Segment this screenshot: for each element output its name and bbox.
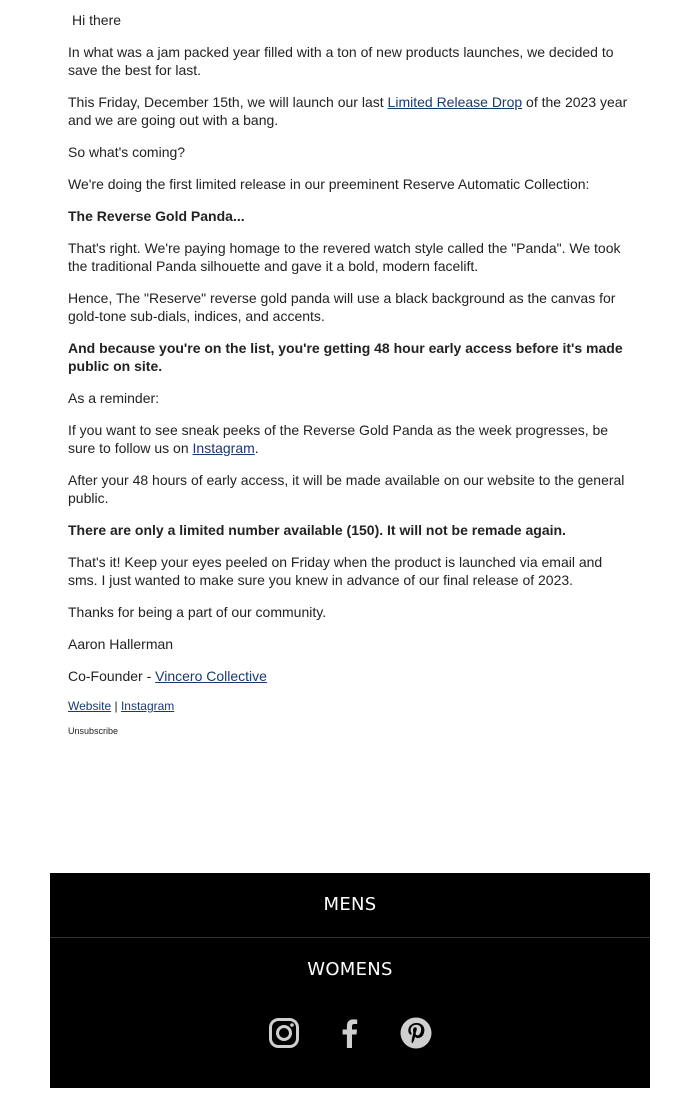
social-icons — [50, 1015, 650, 1051]
paragraph-sneak-peeks — [68, 421, 633, 457]
instagram-link[interactable]: Instagram — [192, 440, 255, 456]
instagram-footer-link[interactable]: Instagram — [120, 699, 175, 713]
paragraph-general-public: After your 48 hours of early access, it will be made available on our website to the general public. — [68, 472, 625, 506]
product-name-heading: The Reverse Gold Panda... — [68, 208, 245, 224]
paragraph-reminder: As a reminder: — [68, 390, 160, 406]
sneak-peeks-text-1: If you want to see sneak peeks of the Reverse Gold Panda as the week progresses, be sure to follow us on — [68, 422, 609, 456]
instagram-icon[interactable] — [268, 1017, 300, 1049]
pinterest-icon[interactable] — [400, 1017, 432, 1049]
facebook-icon[interactable] — [334, 1017, 366, 1049]
email-body — [68, 11, 633, 751]
paragraph-collection: We're doing the first limited release in our preeminent Reserve Automatic Collection: — [68, 176, 590, 192]
paragraph-thats-it: That's it! Keep your eyes peeled on Friday when the product is launched via email and sms. I just wanted to make sure you knew in advance of our final release of 2023. — [68, 554, 603, 588]
signature-title — [68, 667, 633, 685]
nav-mens[interactable]: MENS — [323, 894, 377, 915]
website-link[interactable]: Website — [68, 699, 112, 713]
sneak-peeks-text-2: . — [254, 440, 259, 456]
paragraph-whats-coming: So what's coming? — [68, 144, 186, 160]
unsubscribe-link[interactable]: Unsubscribe — [68, 726, 119, 736]
signature-name: Aaron Hallerman — [68, 636, 174, 652]
link-separator: | — [111, 699, 121, 713]
paragraph-launch-text-1: This Friday, December 15th, we will launch our last — [68, 94, 388, 110]
paragraph-thanks: Thanks for being a part of our community. — [68, 604, 327, 620]
vincero-collective-link[interactable]: Vincero Collective — [155, 668, 267, 684]
greeting: Hi there — [72, 12, 122, 28]
signature-title-prefix: Co-Founder - — [68, 668, 156, 684]
paragraph-homage: That's right. We're paying homage to the revered watch style called the "Panda". We took the traditional Panda silhouette and gave it a bold, modern facelift. — [68, 240, 621, 274]
footer-text-links — [68, 699, 633, 713]
limited-number-notice: There are only a limited number available (150). It will not be remade again. — [68, 522, 566, 538]
paragraph-description: Hence, The "Reserve" reverse gold panda will use a black background as the canvas for gold-tone sub-dials, indices, and accents. — [68, 290, 616, 324]
early-access-notice: And because you're on the list, you're getting 48 hour early access before it's made public on site. — [68, 340, 623, 374]
limited-release-drop-link[interactable]: Limited Release Drop — [387, 94, 523, 110]
nav-womens[interactable]: WOMENS — [307, 959, 393, 980]
paragraph-intro: In what was a jam packed year filled with a ton of new products launches, we decided to save the best for last. — [68, 44, 614, 78]
paragraph-launch-text-2: of the 2023 year and we are going out with a bang. — [68, 94, 628, 128]
paragraph-launch — [68, 93, 633, 129]
footer-nav — [50, 873, 650, 1088]
